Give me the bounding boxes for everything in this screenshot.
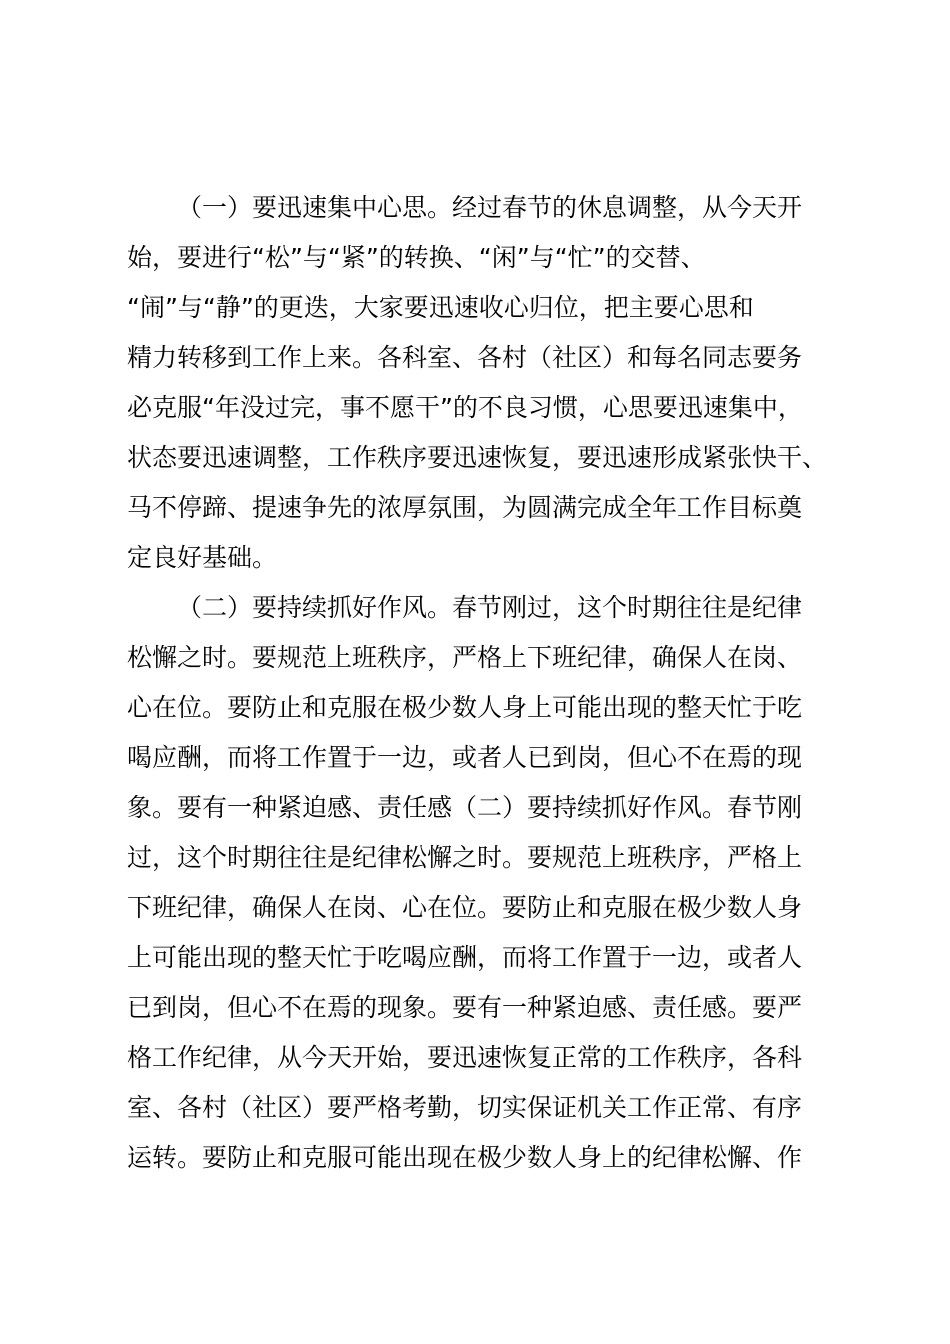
- paragraph-line: 象。要有一种紧迫感、责任感（二）要持续抓好作风。春节刚: [127, 793, 803, 822]
- paragraph-line: 松懈之时。要规范上班秩序，严格上下班纪律，确保人在岗、: [127, 643, 803, 672]
- paragraph-line: 已到岗，但心不在焉的现象。要有一种紧迫感、责任感。要严: [127, 993, 803, 1022]
- paragraph-line: 心在位。要防止和克服在极少数人身上可能出现的整天忙于吃: [127, 693, 803, 722]
- paragraph-line: 始，要进行“松”与“紧”的转换、“闲”与“忙”的交替、: [127, 243, 706, 272]
- paragraph-line: 马不停蹄、提速争先的浓厚氛围，为圆满完成全年工作目标奠: [127, 493, 803, 522]
- paragraph-line: 状态要迅速调整，工作秩序要迅速恢复，要迅速形成紧张快干、: [127, 443, 828, 472]
- paragraph-line: “闹”与“静”的更迭，大家要迅速收心归位，把主要心思和: [127, 293, 754, 322]
- paragraph-line: （二）要持续抓好作风。春节刚过，这个时期往往是纪律: [177, 593, 803, 622]
- paragraph-line: 定良好基础。: [127, 543, 278, 572]
- paragraph-1: [127, 183, 837, 583]
- document-body: [127, 183, 837, 1183]
- paragraph-line: （一）要迅速集中心思。经过春节的休息调整，从今天开: [177, 193, 803, 222]
- paragraph-2: [127, 583, 837, 1183]
- paragraph-line: 下班纪律，确保人在岗、心在位。要防止和克服在极少数人身: [127, 893, 803, 922]
- paragraph-line: 精力转移到工作上来。各科室、各村（社区）和每名同志要务: [127, 343, 803, 372]
- paragraph-line: 过，这个时期往往是纪律松懈之时。要规范上班秩序，严格上: [127, 843, 803, 872]
- paragraph-line: 上可能出现的整天忙于吃喝应酬，而将工作置于一边，或者人: [127, 943, 803, 972]
- paragraph-line: 运转。要防止和克服可能出现在极少数人身上的纪律松懈、作: [127, 1143, 803, 1172]
- paragraph-line: 格工作纪律，从今天开始，要迅速恢复正常的工作秩序，各科: [127, 1043, 803, 1072]
- paragraph-line: 喝应酬，而将工作置于一边，或者人已到岗，但心不在焉的现: [127, 743, 803, 772]
- paragraph-line: 室、各村（社区）要严格考勤，切实保证机关工作正常、有序: [127, 1093, 803, 1122]
- paragraph-line: 必克服“年没过完，事不愿干”的不良习惯，心思要迅速集中，: [127, 393, 803, 422]
